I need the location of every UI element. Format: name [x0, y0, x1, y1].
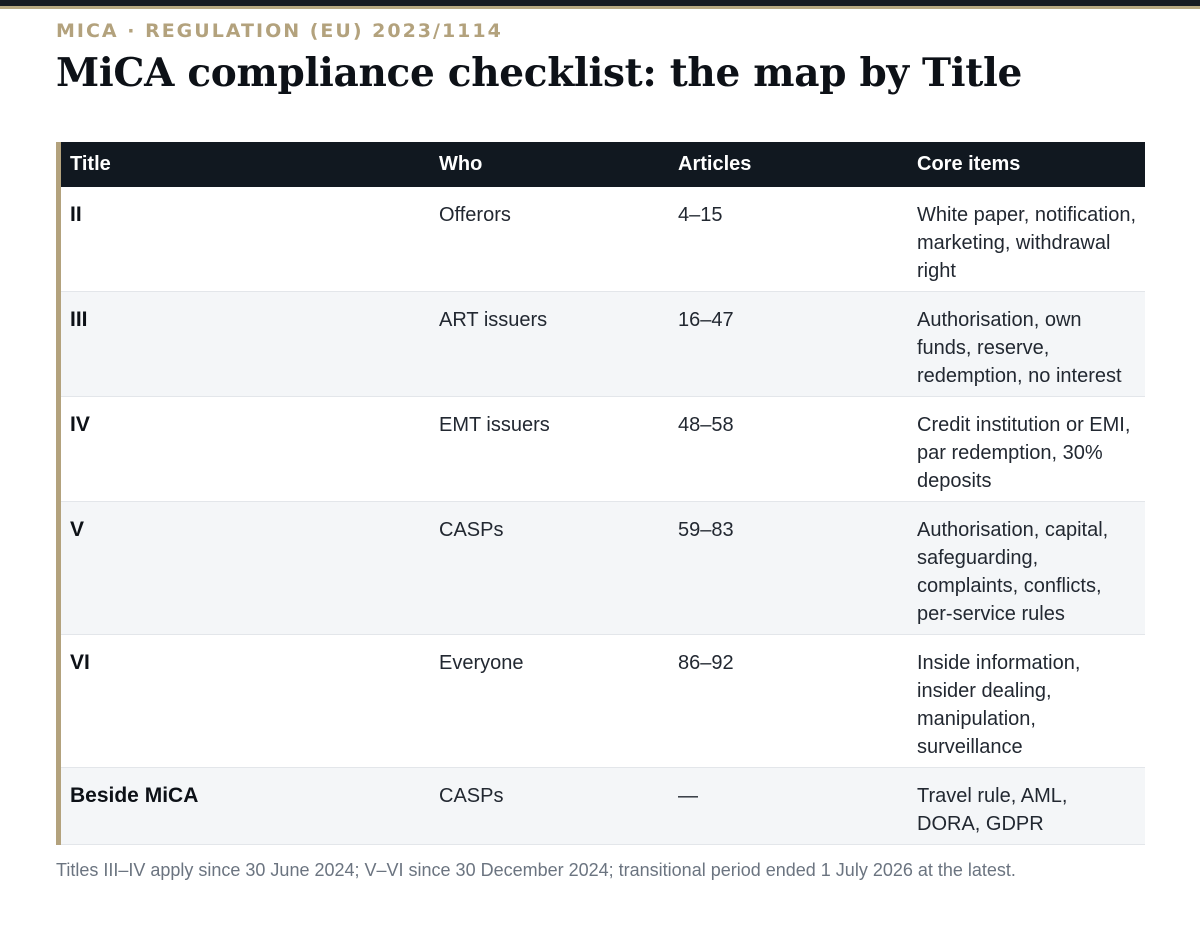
cell-articles: 4–15	[669, 187, 908, 292]
cell-title: V	[61, 502, 430, 635]
cell-who: Offerors	[430, 187, 669, 292]
cell-title: II	[61, 187, 430, 292]
footnote: Titles III–IV apply since 30 June 2024; V–VI since 30 December 2024; transitional period ended 1 July 2026 at the latest.	[56, 860, 1016, 880]
cell-articles: 48–58	[669, 397, 908, 502]
cell-articles: 59–83	[669, 502, 908, 635]
cell-core-items: Travel rule, AML, DORA, GDPR	[908, 768, 1145, 845]
top-rule	[0, 0, 1200, 9]
header-title: Title	[70, 153, 111, 175]
page-title: MiCA compliance checklist: the map by Title	[56, 50, 1023, 96]
cell-who: CASPs	[430, 768, 669, 845]
cell-articles: 16–47	[669, 292, 908, 397]
cell-who: ART issuers	[430, 292, 669, 397]
table-row	[61, 397, 1145, 502]
cell-title: VI	[61, 635, 430, 768]
cell-who: Everyone	[430, 635, 669, 768]
table-row	[61, 635, 1145, 768]
table-row	[61, 502, 1145, 635]
table-row	[61, 292, 1145, 397]
cell-title: IV	[61, 397, 430, 502]
header-core-items: Core items	[917, 153, 1021, 175]
header-who: Who	[439, 153, 483, 175]
header-articles: Articles	[678, 153, 752, 175]
cell-core-items: White paper, notification, marketing, withdrawal right	[908, 187, 1145, 292]
cell-articles: 86–92	[669, 635, 908, 768]
table-row	[61, 187, 1145, 292]
cell-core-items: Authorisation, capital, safeguarding, complaints, conflicts, per-service rules	[908, 502, 1145, 635]
cell-who: EMT issuers	[430, 397, 669, 502]
cell-who: CASPs	[430, 502, 669, 635]
kicker: MICA · REGULATION (EU) 2023/1114	[56, 20, 503, 42]
table-row	[61, 768, 1145, 845]
cell-core-items: Credit institution or EMI, par redemption, 30% deposits	[908, 397, 1145, 502]
cell-articles: —	[669, 768, 908, 845]
cell-core-items: Inside information, insider dealing, manipulation, surveillance	[908, 635, 1145, 768]
cell-title: III	[61, 292, 430, 397]
checklist-table	[61, 142, 1145, 845]
cell-core-items: Authorisation, own funds, reserve, redemption, no interest	[908, 292, 1145, 397]
table-header-row	[61, 142, 1145, 187]
checklist-table-wrap	[56, 142, 1145, 845]
cell-title: Beside MiCA	[61, 768, 430, 845]
